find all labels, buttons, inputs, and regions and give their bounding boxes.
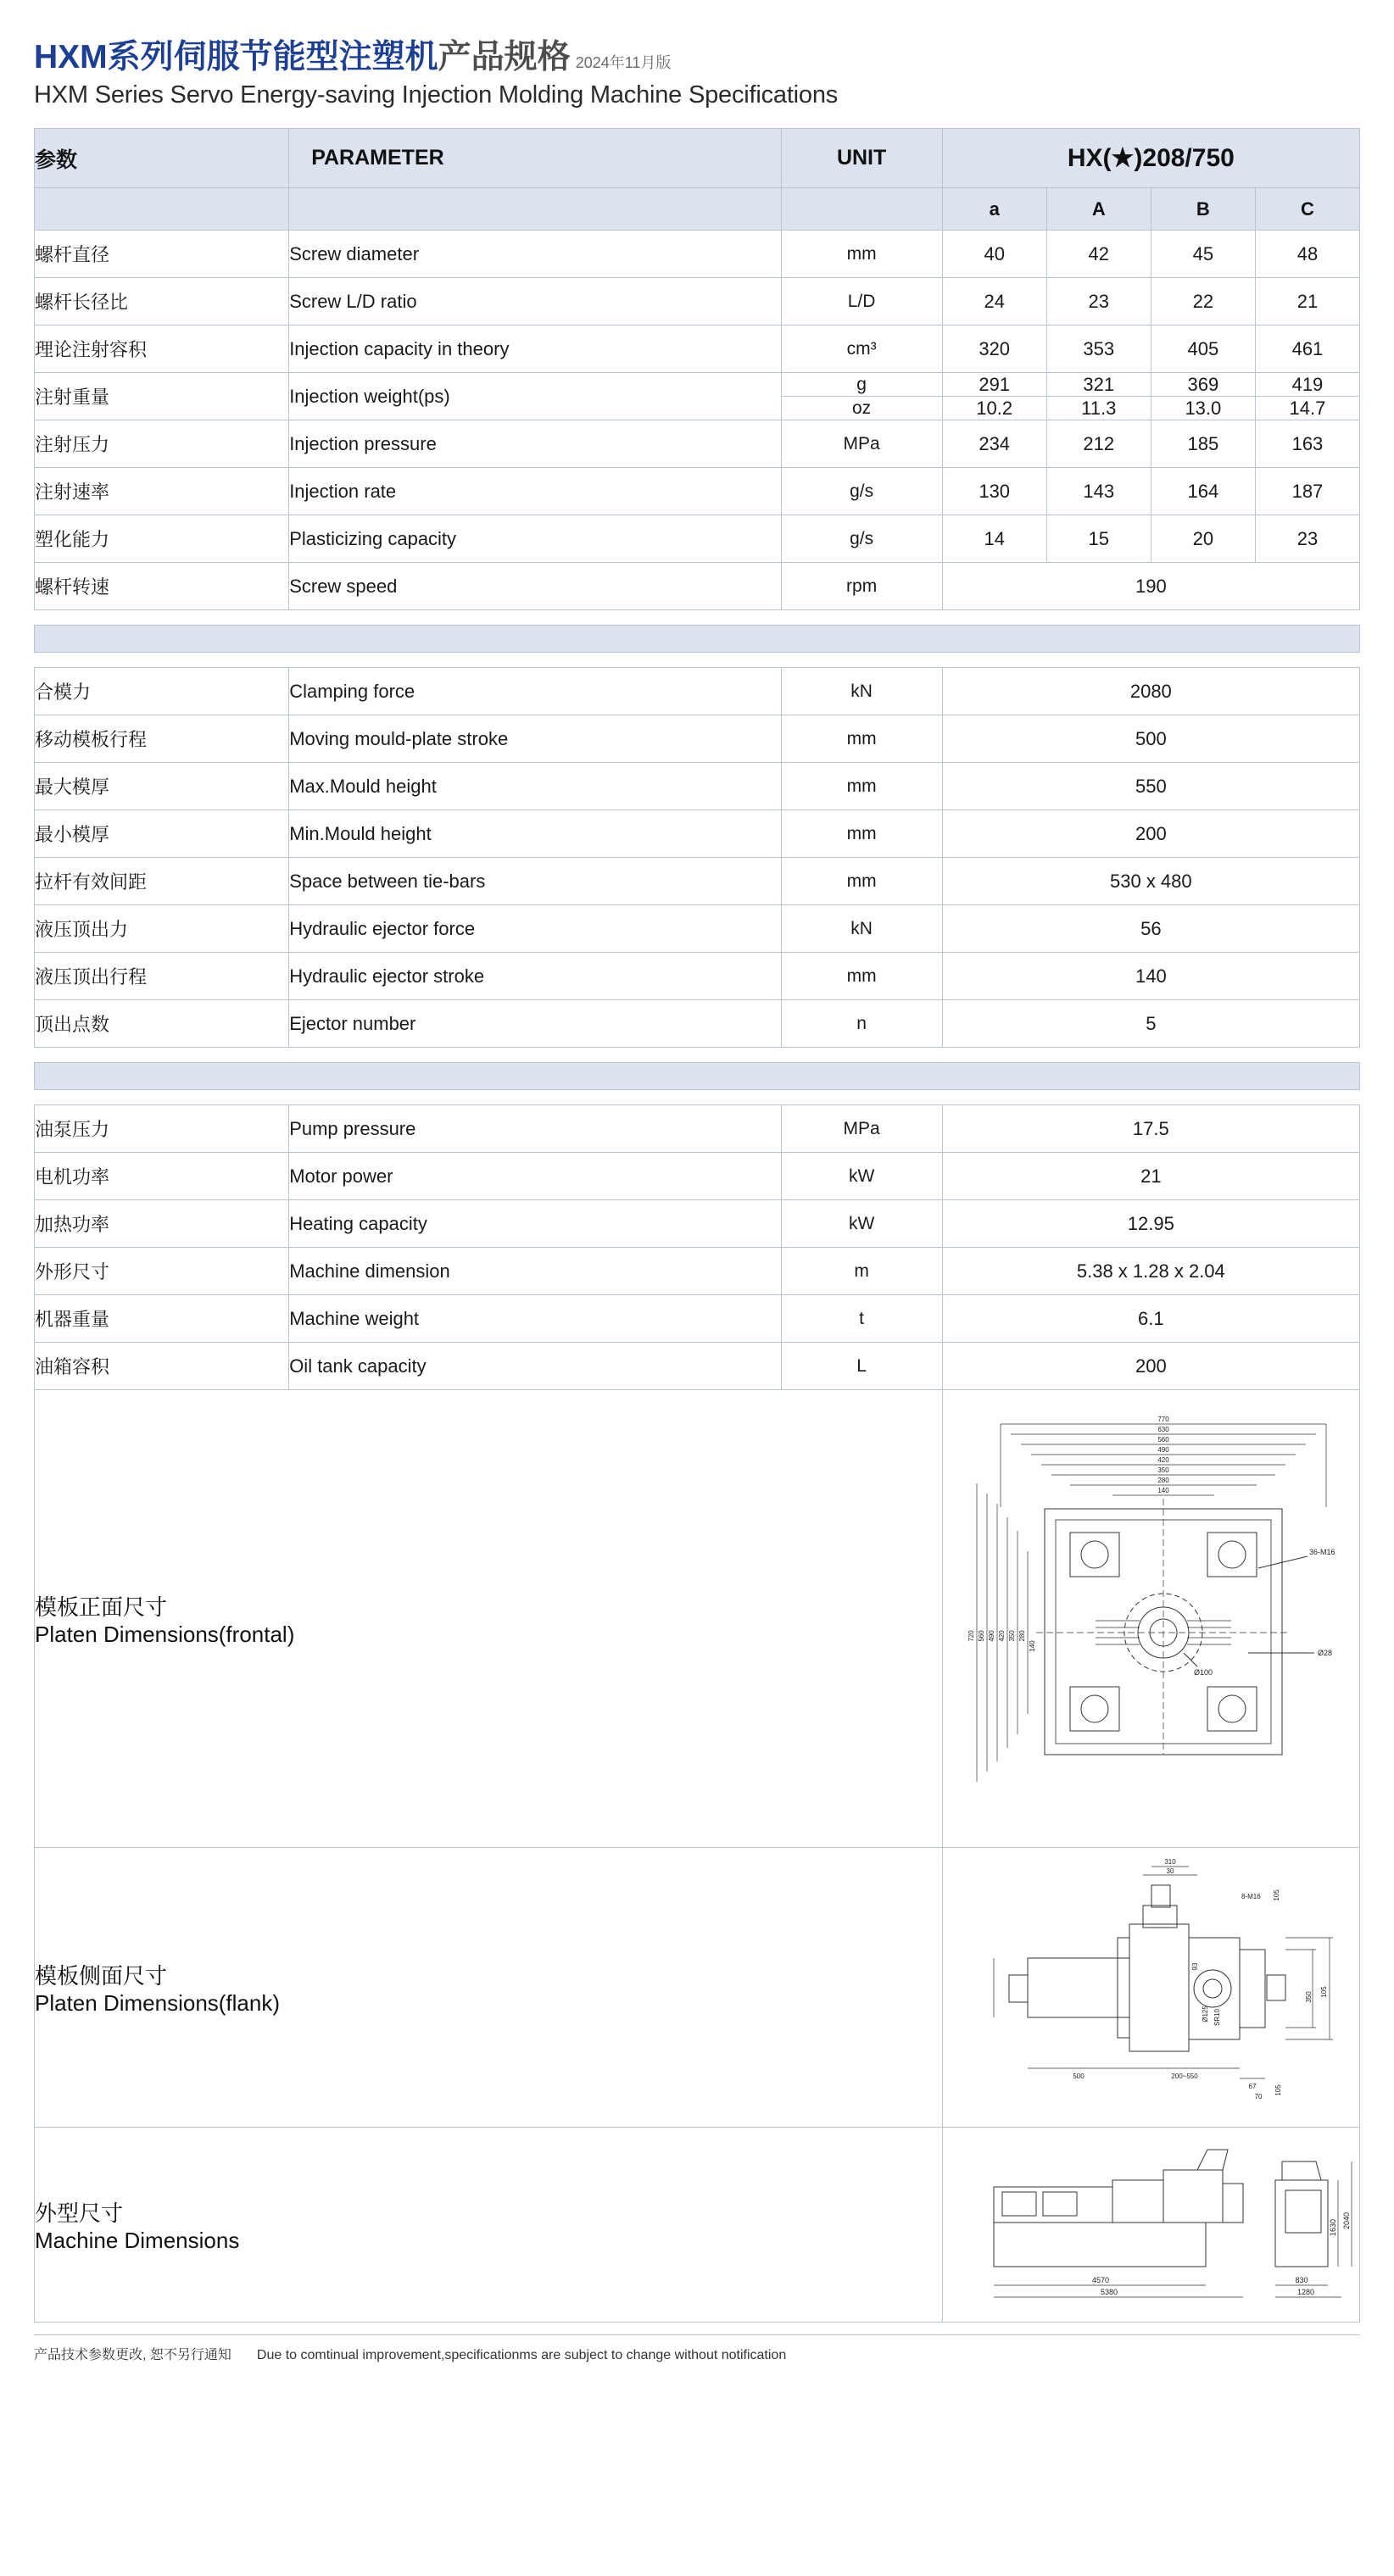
- table-row: [35, 1000, 1360, 1048]
- variant-header-a: a: [942, 188, 1046, 231]
- table-row: [35, 668, 1360, 715]
- table-row: [35, 278, 1360, 325]
- row-label-cn: 螺杆直径: [35, 231, 289, 278]
- table-row: [35, 468, 1360, 515]
- group-gap-cell: [35, 653, 1360, 668]
- table-row: [35, 810, 1360, 858]
- variant-header-blank-unit: [781, 188, 942, 231]
- row-value-span: 21: [942, 1153, 1359, 1200]
- dim-left-560: 560: [977, 1629, 985, 1642]
- table-row: [35, 563, 1360, 610]
- row-label-en: Hydraulic ejector stroke: [289, 953, 781, 1000]
- row-label-cn: 油箱容积: [35, 1343, 289, 1390]
- row-label-cn: 电机功率: [35, 1153, 289, 1200]
- row-value-span: 12.95: [942, 1200, 1359, 1248]
- dim-left-280: 280: [1018, 1629, 1026, 1642]
- row-label-cn: 合模力: [35, 668, 289, 715]
- row-unit: mm: [781, 715, 942, 763]
- row-value-C: 21: [1255, 278, 1359, 325]
- dim-70: 70: [1254, 2092, 1263, 2100]
- row-label-en: Injection pressure: [289, 420, 781, 468]
- title-chinese-grey: 产品规格: [438, 39, 571, 75]
- row-unit: g/s: [781, 468, 942, 515]
- table-row: [35, 1153, 1360, 1200]
- row-value-C: 419: [1255, 373, 1359, 397]
- title-chinese: [34, 31, 671, 78]
- dim-2040: 2040: [1341, 2212, 1351, 2229]
- row-label-en: Injection rate: [289, 468, 781, 515]
- platen-flank-drawing: [943, 1856, 1367, 2119]
- row-value-span: 200: [942, 810, 1359, 858]
- row-value-C: 187: [1255, 468, 1359, 515]
- row-unit: rpm: [781, 563, 942, 610]
- variant-header-blank-cn: [35, 188, 289, 231]
- row-label-en: Plasticizing capacity: [289, 515, 781, 563]
- row-value-span: 500: [942, 715, 1359, 763]
- row-value-B: 405: [1151, 325, 1255, 373]
- group-gap-cell: [35, 1090, 1360, 1105]
- row-label-en: Max.Mould height: [289, 763, 781, 810]
- row-label-cn: 理论注射容积: [35, 325, 289, 373]
- row-unit: kN: [781, 905, 942, 953]
- row-value-B: 22: [1151, 278, 1255, 325]
- dim-280: 280: [1157, 1476, 1169, 1484]
- row-label-en: Ejector number: [289, 1000, 781, 1048]
- row-value-A: 23: [1046, 278, 1151, 325]
- row-label-cn: 最小模厚: [35, 810, 289, 858]
- row-value-a: 291: [942, 373, 1046, 397]
- row-value-C: 23: [1255, 515, 1359, 563]
- table-row: [35, 325, 1360, 373]
- row-unit: mm: [781, 763, 942, 810]
- row-unit: mm: [781, 810, 942, 858]
- variant-header-C: C: [1255, 188, 1359, 231]
- row-label-en: Space between tie-bars: [289, 858, 781, 905]
- dim-1280: 1280: [1296, 2287, 1314, 2296]
- drawing-label-machine: [35, 2128, 943, 2323]
- row-unit: g/s: [781, 515, 942, 563]
- row-label-cn: 移动模板行程: [35, 715, 289, 763]
- row-value-A: 143: [1046, 468, 1151, 515]
- row-value-a: 40: [942, 231, 1046, 278]
- drawing-label-frontal: [35, 1390, 943, 1848]
- dim-310: 310: [1163, 1857, 1176, 1866]
- row-unit: MPa: [781, 420, 942, 468]
- row-value-A: 42: [1046, 231, 1151, 278]
- specification-table: [34, 128, 1360, 2323]
- row-value-a: 320: [942, 325, 1046, 373]
- row-label-en: Screw speed: [289, 563, 781, 610]
- row-unit: m: [781, 1248, 942, 1295]
- dim-830: 830: [1295, 2275, 1308, 2284]
- row-label-en: Hydraulic ejector force: [289, 905, 781, 953]
- row-label-cn: 注射速率: [35, 468, 289, 515]
- column-header-cn: 参数: [35, 129, 289, 188]
- row-label-cn: 油泵压力: [35, 1105, 289, 1153]
- row-value-B: 13.0: [1151, 397, 1255, 420]
- row-value-span: 56: [942, 905, 1359, 953]
- group-gap-cell: [35, 1048, 1360, 1063]
- row-unit: t: [781, 1295, 942, 1343]
- note-8-M16: 8-M16: [1241, 1892, 1261, 1900]
- dim-4570: 4570: [1091, 2275, 1109, 2284]
- row-value-span: 200: [942, 1343, 1359, 1390]
- row-label-cn: 加热功率: [35, 1200, 289, 1248]
- dim-350: 350: [1157, 1466, 1169, 1474]
- row-value-a: 24: [942, 278, 1046, 325]
- drawing-label-cn: 模板侧面尺寸: [35, 1962, 168, 1989]
- group-gap: [35, 653, 1360, 668]
- title-chinese-blue: HXM系列伺服节能型注塑机: [34, 39, 438, 75]
- row-value-A: 15: [1046, 515, 1151, 563]
- row-value-A: 353: [1046, 325, 1151, 373]
- row-value-B: 20: [1151, 515, 1255, 563]
- table-row: [35, 763, 1360, 810]
- row-label-cn: 液压顶出行程: [35, 953, 289, 1000]
- row-value-B: 45: [1151, 231, 1255, 278]
- row-label-cn: 注射压力: [35, 420, 289, 468]
- drawing-row-machine: [35, 2128, 1360, 2323]
- column-header-en: PARAMETER: [289, 129, 781, 188]
- machine-dimensions-drawing: [943, 2136, 1367, 2314]
- table-row: [35, 1295, 1360, 1343]
- platen-frontal-drawing: [943, 1399, 1367, 1839]
- drawing-row-frontal: [35, 1390, 1360, 1848]
- row-value-span: 530 x 480: [942, 858, 1359, 905]
- dim-350: 350: [1304, 1990, 1313, 2003]
- row-unit: n: [781, 1000, 942, 1048]
- row-label-cn: 顶出点数: [35, 1000, 289, 1048]
- dim-200-550: 200~550: [1170, 2072, 1198, 2080]
- row-label-en: Clamping force: [289, 668, 781, 715]
- table-row: [35, 1343, 1360, 1390]
- group-gap: [35, 1048, 1360, 1063]
- drawing-label-cn: 外型尺寸: [35, 2200, 124, 2226]
- group-band: [35, 626, 1360, 653]
- dim-560: 560: [1157, 1435, 1169, 1444]
- table-row: [35, 1105, 1360, 1153]
- row-unit: g: [781, 373, 942, 397]
- group-band-cell: [35, 626, 1360, 653]
- table-row: [35, 858, 1360, 905]
- dim-5380: 5380: [1100, 2287, 1118, 2296]
- row-label-cn: 最大模厚: [35, 763, 289, 810]
- variant-header-B: B: [1151, 188, 1255, 231]
- row-label-cn: 机器重量: [35, 1295, 289, 1343]
- row-label-cn: 外形尺寸: [35, 1248, 289, 1295]
- row-unit: kN: [781, 668, 942, 715]
- dim-1630: 1630: [1328, 2218, 1337, 2236]
- row-value-span: 6.1: [942, 1295, 1359, 1343]
- table-row: [35, 953, 1360, 1000]
- drawing-label-en: Platen Dimensions(flank): [35, 1989, 281, 2016]
- column-header-model: HX(★)208/750: [942, 129, 1359, 188]
- row-unit: mm: [781, 953, 942, 1000]
- row-label-en: Injection capacity in theory: [289, 325, 781, 373]
- table-row: [35, 715, 1360, 763]
- row-label-en: Machine dimension: [289, 1248, 781, 1295]
- row-value-a: 10.2: [942, 397, 1046, 420]
- table-row: [35, 373, 1360, 397]
- row-label-en: Injection weight(ps): [289, 373, 781, 420]
- row-unit: kW: [781, 1153, 942, 1200]
- table-row: [35, 1248, 1360, 1295]
- drawing-label-en: Machine Dimensions: [35, 2227, 240, 2253]
- table-row: [35, 515, 1360, 563]
- note-d100: Ø100: [1193, 1667, 1213, 1677]
- dim-105-right: 105: [1319, 1985, 1328, 1998]
- variant-header-A: A: [1046, 188, 1151, 231]
- variant-header-row: [35, 188, 1360, 231]
- dim-67: 67: [1248, 2082, 1257, 2090]
- row-label-en: Motor power: [289, 1153, 781, 1200]
- group-band: [35, 1063, 1360, 1090]
- row-value-span: 190: [942, 563, 1359, 610]
- row-label-cn: 螺杆转速: [35, 563, 289, 610]
- row-value-C: 163: [1255, 420, 1359, 468]
- table-row: [35, 420, 1360, 468]
- dim-490: 490: [1157, 1445, 1169, 1454]
- column-header-unit: UNIT: [781, 129, 942, 188]
- row-value-span: 2080: [942, 668, 1359, 715]
- group-gap-cell: [35, 610, 1360, 626]
- row-label-cn: 螺杆长径比: [35, 278, 289, 325]
- row-label-cn: 塑化能力: [35, 515, 289, 563]
- row-value-span: 5.38 x 1.28 x 2.04: [942, 1248, 1359, 1295]
- note-36-M16: 36-M16: [1308, 1547, 1335, 1556]
- dim-420: 420: [1157, 1455, 1169, 1464]
- row-label-cn: 注射重量: [35, 373, 289, 420]
- note-d28: Ø28: [1317, 1648, 1332, 1657]
- row-value-span: 140: [942, 953, 1359, 1000]
- table-row: [35, 231, 1360, 278]
- row-label-en: Moving mould-plate stroke: [289, 715, 781, 763]
- row-value-a: 130: [942, 468, 1046, 515]
- dim-left-490: 490: [987, 1629, 995, 1642]
- row-value-A: 11.3: [1046, 397, 1151, 420]
- row-value-C: 14.7: [1255, 397, 1359, 420]
- drawing-image-flank: [942, 1848, 1359, 2128]
- row-label-en: Screw diameter: [289, 231, 781, 278]
- variant-header-blank-en: [289, 188, 781, 231]
- row-label-en: Screw L/D ratio: [289, 278, 781, 325]
- table-header-row: [35, 129, 1360, 188]
- page-title: [34, 31, 1360, 78]
- row-value-span: 550: [942, 763, 1359, 810]
- row-label-en: Oil tank capacity: [289, 1343, 781, 1390]
- dim-140: 140: [1157, 1486, 1169, 1494]
- dim-SR10: SR10: [1213, 2008, 1221, 2026]
- drawing-label-cn: 模板正面尺寸: [35, 1594, 168, 1620]
- row-value-B: 369: [1151, 373, 1255, 397]
- dim-left-350: 350: [1007, 1629, 1016, 1642]
- row-label-en: Pump pressure: [289, 1105, 781, 1153]
- row-value-span: 17.5: [942, 1105, 1359, 1153]
- row-unit: MPa: [781, 1105, 942, 1153]
- row-unit: L: [781, 1343, 942, 1390]
- row-label-en: Heating capacity: [289, 1200, 781, 1248]
- row-value-a: 234: [942, 420, 1046, 468]
- footer: [34, 2334, 1360, 2363]
- row-value-B: 164: [1151, 468, 1255, 515]
- dim-left-420: 420: [997, 1629, 1006, 1642]
- group-gap: [35, 1090, 1360, 1105]
- dim-105-top: 105: [1272, 1889, 1280, 1901]
- drawing-image-frontal: [942, 1390, 1359, 1848]
- row-value-C: 48: [1255, 231, 1359, 278]
- row-label-en: Machine weight: [289, 1295, 781, 1343]
- dim-105-bottom: 105: [1274, 2084, 1282, 2096]
- row-unit: kW: [781, 1200, 942, 1248]
- row-label-cn: 液压顶出力: [35, 905, 289, 953]
- row-label-cn: 拉杆有效间距: [35, 858, 289, 905]
- row-value-A: 212: [1046, 420, 1151, 468]
- row-value-a: 14: [942, 515, 1046, 563]
- drawing-label-en: Platen Dimensions(frontal): [35, 1621, 295, 1647]
- row-unit: mm: [781, 858, 942, 905]
- drawing-label-flank: [35, 1848, 943, 2128]
- row-unit: oz: [781, 397, 942, 420]
- row-unit: mm: [781, 231, 942, 278]
- group-gap: [35, 610, 1360, 626]
- dim-500: 500: [1072, 2072, 1085, 2080]
- row-value-span: 5: [942, 1000, 1359, 1048]
- row-label-en: Min.Mould height: [289, 810, 781, 858]
- row-value-C: 461: [1255, 325, 1359, 373]
- footer-en: Due to comtinual improvement,specificationms are subject to change without notification: [256, 2348, 787, 2362]
- dim-d125: Ø125: [1201, 2005, 1209, 2022]
- row-value-A: 321: [1046, 373, 1151, 397]
- drawing-row-flank: [35, 1848, 1360, 2128]
- table-row: [35, 905, 1360, 953]
- dim-770: 770: [1157, 1415, 1169, 1423]
- dim-left-720: 720: [967, 1629, 975, 1642]
- title-date: 2024年11月版: [575, 54, 672, 71]
- dim-630: 630: [1157, 1425, 1169, 1433]
- row-unit: cm³: [781, 325, 942, 373]
- title-english: HXM Series Servo Energy-saving Injection Molding Machine Specifications: [34, 81, 839, 108]
- footer-cn: 产品技术参数更改, 恕不另行通知: [34, 2348, 231, 2362]
- dim-left-140: 140: [1028, 1639, 1036, 1652]
- dim-30: 30: [1166, 1867, 1174, 1875]
- dim-93: 93: [1190, 1962, 1199, 1970]
- drawing-image-machine: [942, 2128, 1359, 2323]
- row-unit: L/D: [781, 278, 942, 325]
- table-row: [35, 1200, 1360, 1248]
- row-value-B: 185: [1151, 420, 1255, 468]
- group-band-cell: [35, 1063, 1360, 1090]
